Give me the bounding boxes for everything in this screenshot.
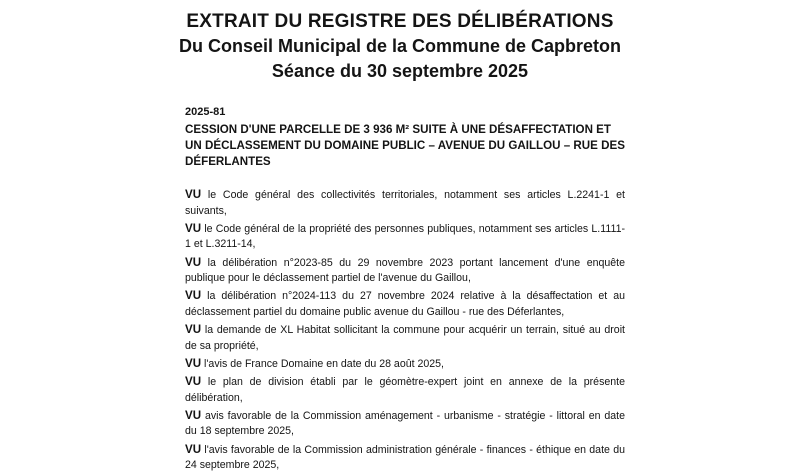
visa-prefix: VU xyxy=(185,221,202,235)
visa-item xyxy=(185,221,625,253)
visa-item xyxy=(185,442,625,474)
visa-prefix: VU xyxy=(185,375,202,389)
visa-prefix: VU xyxy=(185,289,202,303)
visa-text: la délibération n°2024-113 du 27 novembre 2024 relative à la désaffectation et au déclassement partiel du domaine public avenue du Gaillou - rue des Déferlantes, xyxy=(185,290,625,318)
visa-item xyxy=(185,187,625,219)
visa-text: le plan de division établi par le géomètre-expert joint en annexe de la présente délibération, xyxy=(185,376,625,404)
visas-list xyxy=(185,187,625,475)
visa-prefix: VU xyxy=(185,255,202,269)
visa-text: l'avis favorable de la Commission administration générale - finances - éthique en date du 24 septembre 2025, xyxy=(185,443,625,472)
visa-text: la demande de XL Habitat sollicitant la commune pour acquérir un terrain, situé au droit de sa propriété, xyxy=(185,324,625,352)
document-header xyxy=(0,10,800,83)
visa-item xyxy=(185,255,625,287)
council-title: Du Conseil Municipal de la Commune de Capbreton xyxy=(178,36,622,56)
deliberation-subject: CESSION D'UNE PARCELLE DE 3 936 M² SUITE À UNE DÉSAFFECTATION ET UN DÉCLASSEMENT DU DOMAINE PUBLIC – AVENUE DU GAILLOU – RUE DES DÉFERLANTES xyxy=(185,123,625,168)
visa-item xyxy=(185,408,625,440)
session-date: Séance du 30 septembre 2025 xyxy=(271,61,529,81)
visa-item xyxy=(185,288,625,320)
visa-prefix: VU xyxy=(185,442,202,456)
visa-item xyxy=(185,322,625,354)
register-title: EXTRAIT DU REGISTRE DES DÉLIBÉRATIONS xyxy=(186,11,614,32)
visa-prefix: VU xyxy=(185,408,202,422)
visa-prefix: VU xyxy=(185,188,202,201)
visa-text: le Code général de la propriété des personnes publiques, notamment ses articles L.1111-1 et L.3211-14, xyxy=(185,222,625,251)
visa-text: avis favorable de la Commission aménagement - urbanisme - stratégie - littoral en date du 18 septembre 2025, xyxy=(185,409,625,438)
visa-text: le Code général des collectivités territoriales, notamment ses articles L.2241-1 et suivants, xyxy=(185,189,625,217)
visa-prefix: VU xyxy=(185,356,202,370)
visa-prefix: VU xyxy=(185,323,202,337)
deliberation-number: 2025-81 xyxy=(185,106,226,118)
visa-text: la délibération n°2023-85 du 29 novembre 2023 portant lancement d'une enquête publique pour le déclassement partiel de l'avenue du Gaillou, xyxy=(185,256,625,285)
visa-item xyxy=(185,374,625,406)
visa-text: l'avis de France Domaine en date du 28 août 2025, xyxy=(201,357,445,370)
visa-item xyxy=(185,356,625,373)
